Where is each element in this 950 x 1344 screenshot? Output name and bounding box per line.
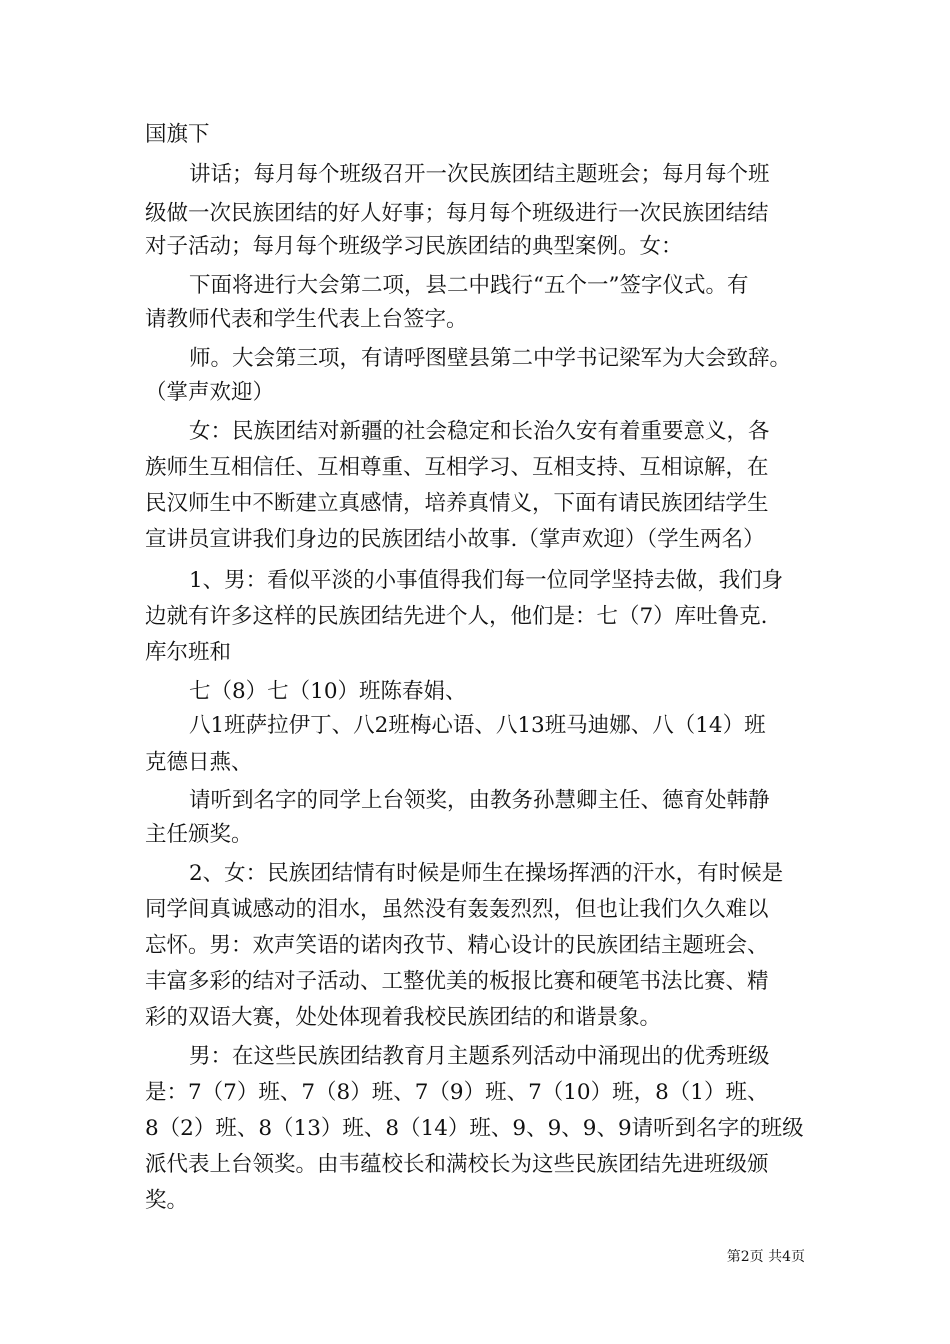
- text-line: 级做一次民族团结的好人好事；每月每个班级进行一次民族团结结: [145, 201, 769, 226]
- text-line: 丰富多彩的结对子活动、工整优美的板报比赛和硬笔书法比赛、精: [145, 969, 769, 994]
- text-line: 八1班萨拉伊丁、八2班梅心语、八13班马迪娜、八（14）班: [189, 713, 766, 738]
- text-line: 族师生互相信任、互相尊重、互相学习、互相支持、互相谅解，在: [145, 455, 769, 480]
- text-line: 忘怀。男：欢声笑语的诺肉孜节、精心设计的民族团结主题班会、: [145, 933, 769, 958]
- text-line: 对子活动；每月每个班级学习民族团结的典型案例。女：: [145, 234, 683, 259]
- text-line: 男：在这些民族团结教育月主题系列活动中涌现出的优秀班级: [189, 1044, 770, 1069]
- text-line: （掌声欢迎）: [145, 380, 275, 405]
- text-line: 2、女：民族团结情有时候是师生在操场挥洒的汗水，有时候是: [189, 861, 784, 886]
- text-line: 国旗下: [145, 122, 210, 147]
- page-number-footer: 第2页 共4页: [726, 1249, 805, 1265]
- text-line: 奖。: [145, 1188, 189, 1213]
- text-line: 彩的双语大赛，处处体现着我校民族团结的和谐景象。: [145, 1005, 662, 1030]
- text-line: 七（8）七（10）班陈春娟、: [189, 679, 467, 704]
- text-line: 是：7（7）班、7（8）班、7（9）班、7（10）班，8（1）班、: [145, 1080, 769, 1105]
- text-line: 派代表上台领奖。由韦蕴校长和满校长为这些民族团结先进班级颁: [145, 1152, 769, 1177]
- text-line: 边就有许多这样的民族团结先进个人，他们是：七（7）库吐鲁克.: [145, 604, 768, 629]
- text-line: 主任颁奖。: [145, 822, 253, 847]
- text-line: 克德日燕、: [145, 750, 253, 775]
- text-line: 下面将进行大会第二项，县二中践行“五个一”签字仪式。有: [189, 273, 749, 298]
- text-line: 8（2）班、8（13）班、8（14）班、9、9、9、9请听到名字的班级: [145, 1116, 804, 1141]
- text-line: 师。大会第三项，有请呼图壁县第二中学书记梁军为大会致辞。: [189, 346, 792, 371]
- text-line: 宣讲员宣讲我们身边的民族团结小故事.（掌声欢迎）（学生两名）: [145, 527, 765, 552]
- text-line: 库尔班和: [145, 640, 232, 665]
- text-line: 请听到名字的同学上台领奖，由教务孙慧卿主任、德育处韩静: [189, 788, 770, 813]
- text-line: 民汉师生中不断建立真感情，培养真情义，下面有请民族团结学生: [145, 491, 769, 516]
- text-line: 1、男：看似平淡的小事值得我们每一位同学坚持去做，我们身: [189, 568, 784, 593]
- text-line: 同学间真诚感动的泪水，虽然没有轰轰烈烈，但也让我们久久难以: [145, 897, 769, 922]
- text-line: 请教师代表和学生代表上台签字。: [145, 307, 468, 332]
- text-line: 讲话；每月每个班级召开一次民族团结主题班会；每月每个班: [189, 162, 770, 187]
- text-line: 女：民族团结对新疆的社会稳定和长治久安有着重要意义，各: [189, 419, 770, 444]
